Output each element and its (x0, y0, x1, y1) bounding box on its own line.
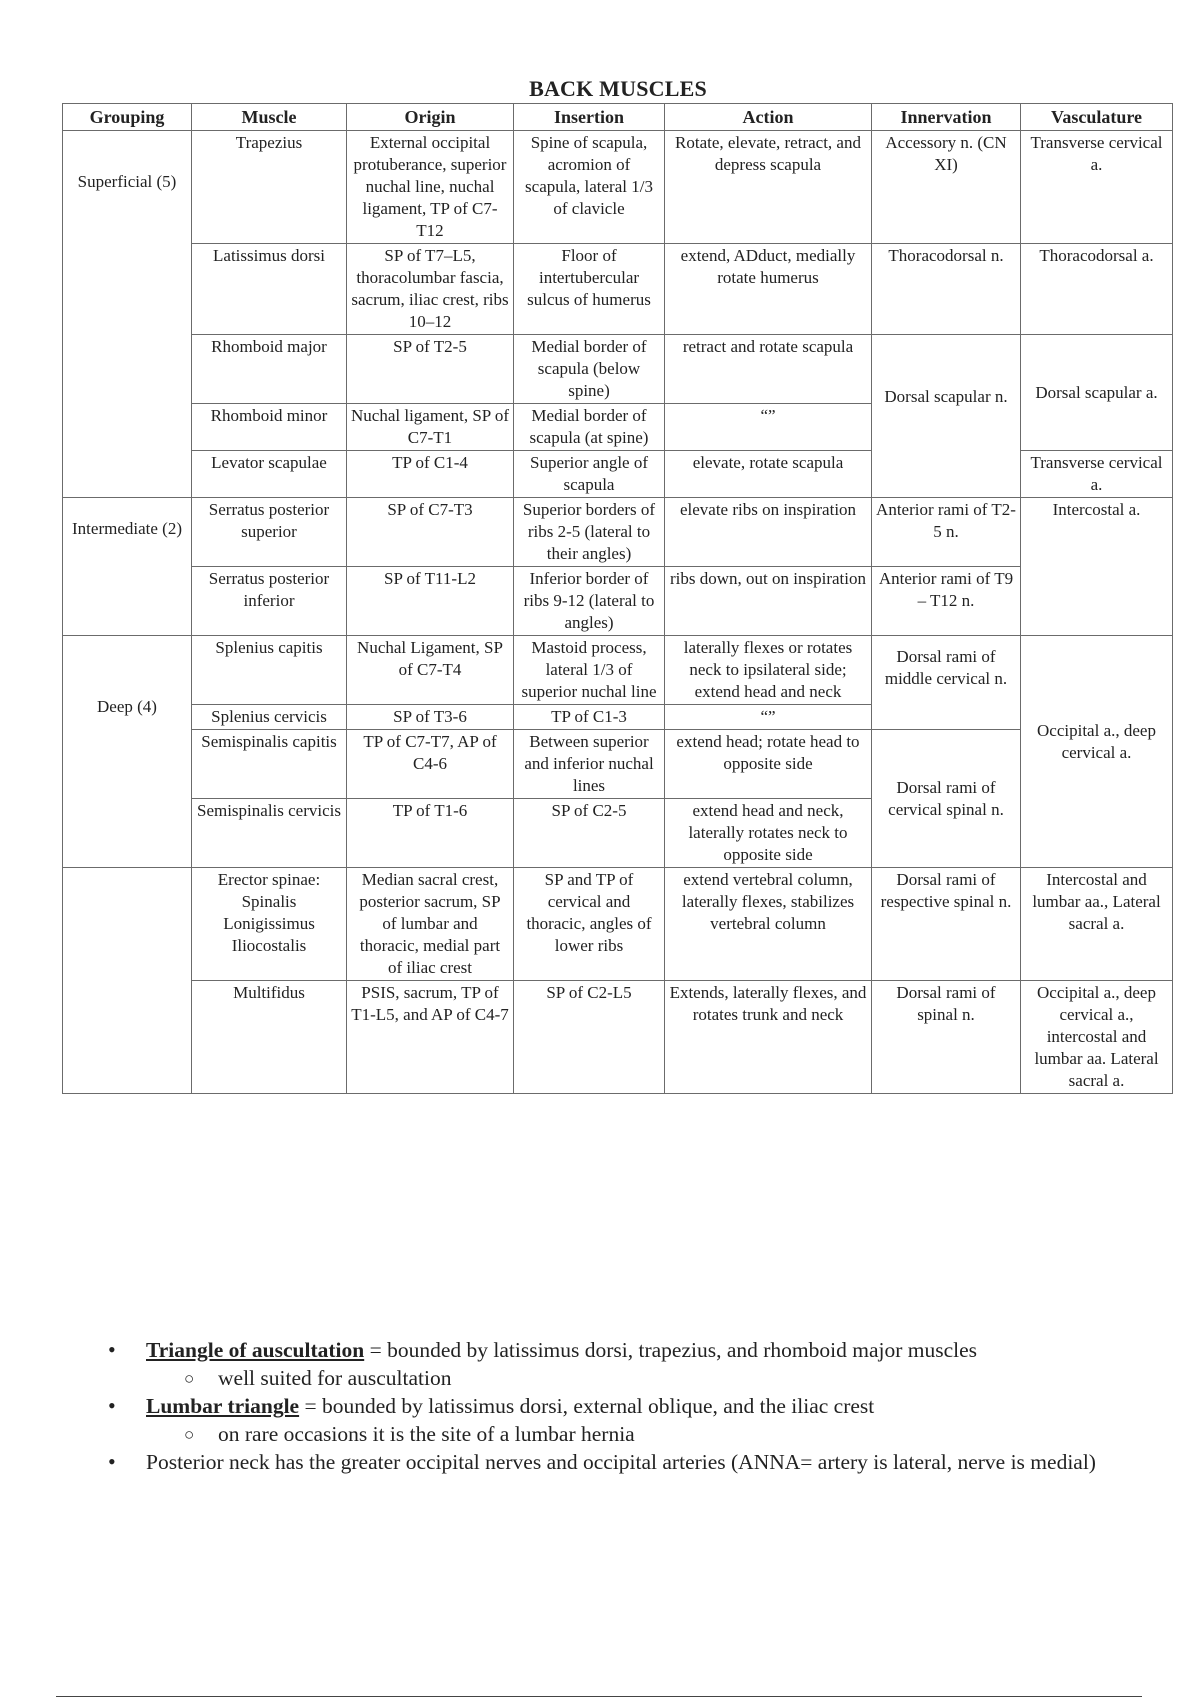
action-cell: extend vertebral column, laterally flexes, stabilizes vertebral column (665, 868, 872, 981)
action-cell: retract and rotate scapula (665, 335, 872, 404)
origin-cell: Nuchal ligament, SP of C7-T1 (347, 404, 514, 451)
header-insertion: Insertion (514, 104, 665, 131)
muscle-line: Spinalis (241, 892, 297, 911)
vasculature-cell: Transverse cervical a. (1021, 131, 1173, 244)
footer-divider (56, 1696, 1142, 1697)
note-text: Posterior neck has the greater occipital nerves and occipital arteries (ANNA= artery is lateral, nerve is medial) (146, 1450, 1096, 1474)
origin-cell: Median sacral crest, posterior sacrum, SP of lumbar and thoracic, medial part of iliac crest (347, 868, 514, 981)
vasculature-cell: Thoracodorsal a. (1021, 244, 1173, 335)
origin-cell: Nuchal Ligament, SP of C7-T4 (347, 636, 514, 705)
table-row (63, 567, 1173, 636)
action-cell: extend, ADduct, medially rotate humerus (665, 244, 872, 335)
header-action: Action (665, 104, 872, 131)
page-title: BACK MUSCLES (529, 76, 707, 101)
innervation-cell: Thoracodorsal n. (872, 244, 1021, 335)
muscle-cell: Rhomboid minor (192, 404, 347, 451)
insertion-cell: Medial border of scapula (below spine) (514, 335, 665, 404)
innervation-cell: Dorsal rami of respective spinal n. (872, 868, 1021, 981)
action-cell: laterally flexes or rotates neck to ipsilateral side; extend head and neck (665, 636, 872, 705)
action-cell: Rotate, elevate, retract, and depress scapula (665, 131, 872, 244)
header-origin: Origin (347, 104, 514, 131)
innervation-cell: Dorsal scapular n. (872, 335, 1021, 498)
table-header-row (63, 104, 1173, 131)
insertion-cell: Medial border of scapula (at spine) (514, 404, 665, 451)
note-subtext: on rare occasions it is the site of a lumbar hernia (218, 1422, 635, 1446)
header-muscle: Muscle (192, 104, 347, 131)
origin-cell: TP of C7-T7, AP of C4-6 (347, 730, 514, 799)
group-superficial: Superficial (5) (63, 131, 192, 498)
table-row (63, 131, 1173, 244)
insertion-cell: Spine of scapula, acromion of scapula, lateral 1/3 of clavicle (514, 131, 665, 244)
table-row (63, 868, 1173, 981)
insertion-cell: Mastoid process, lateral 1/3 of superior nuchal line (514, 636, 665, 705)
origin-cell: SP of T3-6 (347, 705, 514, 730)
muscle-cell: Splenius cervicis (192, 705, 347, 730)
origin-cell: TP of C1-4 (347, 451, 514, 498)
origin-cell: TP of T1-6 (347, 799, 514, 868)
action-cell: elevate ribs on inspiration (665, 498, 872, 567)
table-row (63, 730, 1173, 799)
insertion-cell: Floor of intertubercular sulcus of humerus (514, 244, 665, 335)
origin-cell: PSIS, sacrum, TP of T1-L5, and AP of C4-7 (347, 981, 514, 1094)
action-cell: extend head and neck, laterally rotates neck to opposite side (665, 799, 872, 868)
vasculature-cell: Intercostal and lumbar aa., Lateral sacral a. (1021, 868, 1173, 981)
table-row (63, 244, 1173, 335)
origin-cell: SP of C7-T3 (347, 498, 514, 567)
innervation-cell: Anterior rami of T9 – T12 n. (872, 567, 1021, 636)
origin-cell: SP of T11-L2 (347, 567, 514, 636)
header-innervation: Innervation (872, 104, 1021, 131)
innervation-cell: Accessory n. (CN XI) (872, 131, 1021, 244)
note-term-triangle-of-auscultation: Triangle of auscultation (146, 1338, 365, 1362)
muscle-cell: Serratus posterior superior (192, 498, 347, 567)
vasculature-cell: Dorsal scapular a. (1021, 335, 1173, 451)
table-row (63, 498, 1173, 567)
action-cell: ribs down, out on inspiration (665, 567, 872, 636)
vasculature-cell: Intercostal a. (1021, 498, 1173, 636)
innervation-cell: Dorsal rami of middle cervical n. (872, 636, 1021, 730)
action-cell: elevate, rotate scapula (665, 451, 872, 498)
muscle-cell (192, 868, 347, 981)
innervation-cell: Dorsal rami of spinal n. (872, 981, 1021, 1094)
note-text: = bounded by latissimus dorsi, trapezius, and rhomboid major muscles (364, 1338, 978, 1362)
table-row (63, 335, 1173, 404)
vasculature-cell: Occipital a., deep cervical a. (1021, 636, 1173, 868)
table-row (63, 636, 1173, 705)
action-cell: extend head; rotate head to opposite side (665, 730, 872, 799)
muscle-cell: Splenius capitis (192, 636, 347, 705)
muscle-cell: Rhomboid major (192, 335, 347, 404)
muscle-cell: Levator scapulae (192, 451, 347, 498)
muscle-cell: Multifidus (192, 981, 347, 1094)
note-text: = bounded by latissimus dorsi, external oblique, and the iliac crest (299, 1394, 875, 1418)
muscle-cell: Semispinalis capitis (192, 730, 347, 799)
muscle-cell: Trapezius (192, 131, 347, 244)
insertion-cell: SP and TP of cervical and thoracic, angles of lower ribs (514, 868, 665, 981)
innervation-cell: Anterior rami of T2-5 n. (872, 498, 1021, 567)
muscle-line: Iliocostalis (231, 936, 307, 955)
group-deep: Deep (4) (63, 636, 192, 868)
insertion-cell: SP of C2-5 (514, 799, 665, 868)
insertion-cell: SP of C2-L5 (514, 981, 665, 1094)
insertion-cell: Between superior and inferior nuchal lines (514, 730, 665, 799)
insertion-cell: Superior borders of ribs 2-5 (lateral to their angles) (514, 498, 665, 567)
origin-cell: External occipital protuberance, superior nuchal line, nuchal ligament, TP of C7-T12 (347, 131, 514, 244)
action-cell: Extends, laterally flexes, and rotates trunk and neck (665, 981, 872, 1094)
list-subitem (100, 1364, 1140, 1392)
header-vasculature: Vasculature (1021, 104, 1173, 131)
action-cell: “” (665, 404, 872, 451)
list-subitem (100, 1420, 1140, 1448)
vasculature-cell: Transverse cervical a. (1021, 451, 1173, 498)
innervation-cell: Dorsal rami of cervical spinal n. (872, 730, 1021, 868)
back-muscles-table (62, 103, 1173, 1094)
table-row (63, 981, 1173, 1094)
notes-list (100, 1336, 1140, 1476)
list-item (100, 1392, 1140, 1420)
vasculature-cell: Occipital a., deep cervical a., intercostal and lumbar aa. Lateral sacral a. (1021, 981, 1173, 1094)
note-subtext: well suited for auscultation (218, 1366, 452, 1390)
insertion-cell: Inferior border of ribs 9-12 (lateral to angles) (514, 567, 665, 636)
muscle-cell: Latissimus dorsi (192, 244, 347, 335)
muscle-line: Erector spinae: (217, 870, 321, 889)
list-item (100, 1336, 1140, 1364)
header-grouping: Grouping (63, 104, 192, 131)
insertion-cell: Superior angle of scapula (514, 451, 665, 498)
action-cell: “” (665, 705, 872, 730)
group-intermediate: Intermediate (2) (63, 498, 192, 636)
muscle-cell: Serratus posterior inferior (192, 567, 347, 636)
note-term-lumbar-triangle: Lumbar triangle (146, 1394, 300, 1418)
insertion-cell: TP of C1-3 (514, 705, 665, 730)
origin-cell: SP of T7–L5, thoracolumbar fascia, sacrum, iliac crest, ribs 10–12 (347, 244, 514, 335)
muscle-line: Lonigissimus (223, 914, 315, 933)
list-item (100, 1448, 1140, 1476)
origin-cell: SP of T2-5 (347, 335, 514, 404)
group-deep-continued (63, 868, 192, 1094)
muscle-cell: Semispinalis cervicis (192, 799, 347, 868)
